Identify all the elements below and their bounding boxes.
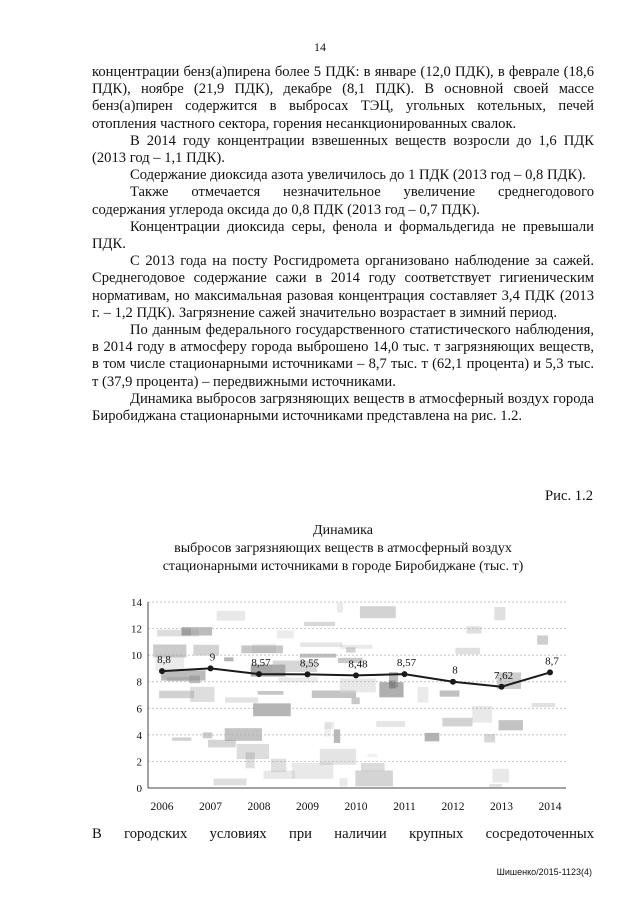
scan-noise <box>304 622 335 626</box>
figure-label: Рис. 1.2 <box>545 488 593 504</box>
scan-noise <box>494 607 505 620</box>
scan-noise <box>224 657 233 661</box>
scan-noise <box>499 720 523 730</box>
data-point <box>305 671 311 677</box>
y-tick-label: 12 <box>131 623 142 636</box>
y-tick-label: 6 <box>136 703 142 716</box>
scan-noise <box>337 603 343 613</box>
scan-noise <box>264 771 295 779</box>
scan-noise <box>172 737 191 740</box>
paragraph: С 2013 года на посту Росгидромета организовано наблюдение за сажей. Среднегодовое содержание сажи в 2014 году соответствует гигиеническим нормативам, но максимальная разовая концентрация составляет 3,4 ПДК (2013 г. – 1,2 ПДК). Загрязнение сажей значительно возрастает в зимний период. <box>92 253 594 321</box>
scan-noise <box>532 703 556 707</box>
data-label: 8,57 <box>251 657 271 670</box>
scan-noise <box>442 718 472 727</box>
scan-noise <box>537 635 548 644</box>
scan-noise <box>190 676 201 684</box>
scan-noise <box>159 691 194 698</box>
scan-noise <box>425 733 440 742</box>
scan-noise <box>440 690 460 696</box>
scan-noise <box>339 778 347 786</box>
paragraph: Содержание диоксида азота увеличилось до 1 ПДК (2013 год – 0,8 ПДК). <box>130 167 586 184</box>
x-tick-label: 2013 <box>490 801 513 813</box>
footer-stamp: Шишенко/2015-1123(4) <box>496 867 592 877</box>
x-tick-label: 2012 <box>441 801 465 813</box>
scan-noise <box>351 698 359 705</box>
data-point <box>353 672 359 678</box>
paragraph: Концентрации диоксида серы, фенола и формальдегида не превышали ПДК. <box>92 218 594 253</box>
x-tick-label: 2014 <box>538 801 562 813</box>
data-label: 8,7 <box>545 655 559 668</box>
paragraph: В 2014 году концентрации взвешенных веществ возросли до 1,6 ПДК (2013 год – 1,1 ПДК). <box>92 132 594 167</box>
scan-noise <box>271 759 286 772</box>
data-label: 8,55 <box>299 657 320 670</box>
scan-noise <box>241 645 283 653</box>
scan-noise <box>340 645 372 649</box>
scan-noise <box>324 723 331 737</box>
body-text <box>92 64 594 425</box>
data-label: 8,57 <box>396 657 417 670</box>
scan-noise <box>484 734 495 742</box>
chart-title-line-3: стационарными источниками в городе Биробиджане (тыс. т) <box>162 559 524 574</box>
scan-noise <box>355 770 392 786</box>
data-label: 8 <box>452 664 458 677</box>
scan-noise <box>379 682 403 697</box>
data-point <box>159 668 165 674</box>
y-tick-label: 10 <box>131 650 142 663</box>
x-tick-label: 2009 <box>296 801 319 813</box>
scan-noise <box>376 721 405 727</box>
emissions-line-chart <box>108 578 578 823</box>
data-label: 8,48 <box>348 658 368 671</box>
data-label: 9 <box>209 651 216 664</box>
x-tick-label: 2007 <box>199 801 222 813</box>
y-tick-label: 4 <box>136 729 142 742</box>
scan-noise <box>466 626 481 633</box>
scan-noise <box>360 606 396 618</box>
data-point <box>256 671 262 677</box>
paragraph: По данным федерального государственного статистического наблюдения, в 2014 году в атмосферу города выброшено 14,0 тыс. т загрязняющих веществ, в том числе стационарными источниками – 8,7 тыс. т (62,1 процента) и 5,3 тыс. т (37,9 процента) – передвижными источниками. <box>92 322 594 390</box>
scan-noise <box>346 647 355 652</box>
y-tick-label: 0 <box>136 783 142 795</box>
page-number: 14 <box>314 40 326 54</box>
data-point <box>208 665 214 671</box>
data-label: 7,62 <box>493 669 514 682</box>
scan-noise <box>361 763 385 771</box>
chart-title-line-2: выбросов загрязняющих веществ в атмосферный воздух <box>174 541 512 556</box>
scan-noise <box>203 732 212 738</box>
scan-noise <box>237 744 269 759</box>
y-tick-label: 8 <box>136 676 142 689</box>
scan-noise <box>418 687 429 703</box>
data-point <box>547 669 553 675</box>
scan-noise <box>253 703 291 716</box>
x-tick-label: 2008 <box>247 801 271 813</box>
paragraph: концентрации бенз(а)пирена более 5 ПДК: в январе (12,0 ПДК), в феврале (18,6 ПДК), ноябре (21,9 ПДК), декабре (8,1 ПДК). В основной своей массе бенз(а)пирен содержится в выбросах ТЭЦ, угольных котельных, печей отопления частного сектора, горения несанкционированных свалок. <box>92 64 594 132</box>
x-tick-label: 2011 <box>393 801 416 813</box>
y-tick-label: 14 <box>131 597 142 609</box>
data-point <box>499 684 505 690</box>
data-point <box>402 671 408 677</box>
x-tick-label: 2006 <box>150 801 174 813</box>
paragraph: Динамика выбросов загрязняющих веществ в атмосферный воздух города Биробиджана стационарными источниками представлена на рис. 1.2. <box>92 390 594 425</box>
scan-noise <box>455 648 480 655</box>
scan-noise <box>489 784 502 787</box>
scan-noise <box>334 729 340 743</box>
scan-noise <box>300 643 342 647</box>
data-point <box>450 679 456 685</box>
paragraph: Также отмечается незначительное увеличение среднегодового содержания углерода оксида до 0,8 ПДК (2013 год – 0,7 ПДК). <box>92 184 594 218</box>
chart-title-line-1: Динамика <box>313 523 373 538</box>
scan-noise <box>320 749 356 765</box>
scan-noise <box>340 678 376 692</box>
scan-noise <box>214 778 247 785</box>
scan-noise <box>225 697 258 702</box>
x-tick-label: 2010 <box>344 801 368 813</box>
scan-noise <box>368 754 377 757</box>
last-line: В городских условиях при наличии крупных сосредоточенных <box>92 826 594 842</box>
scan-noise <box>277 630 294 638</box>
y-tick-label: 2 <box>136 756 142 769</box>
chart-title <box>92 522 594 576</box>
scan-noise <box>217 611 245 621</box>
scan-noise <box>258 691 284 695</box>
data-label: 8,8 <box>157 654 171 667</box>
scan-noise <box>492 769 509 783</box>
scan-noise <box>208 740 236 748</box>
scan-noise <box>292 763 333 779</box>
